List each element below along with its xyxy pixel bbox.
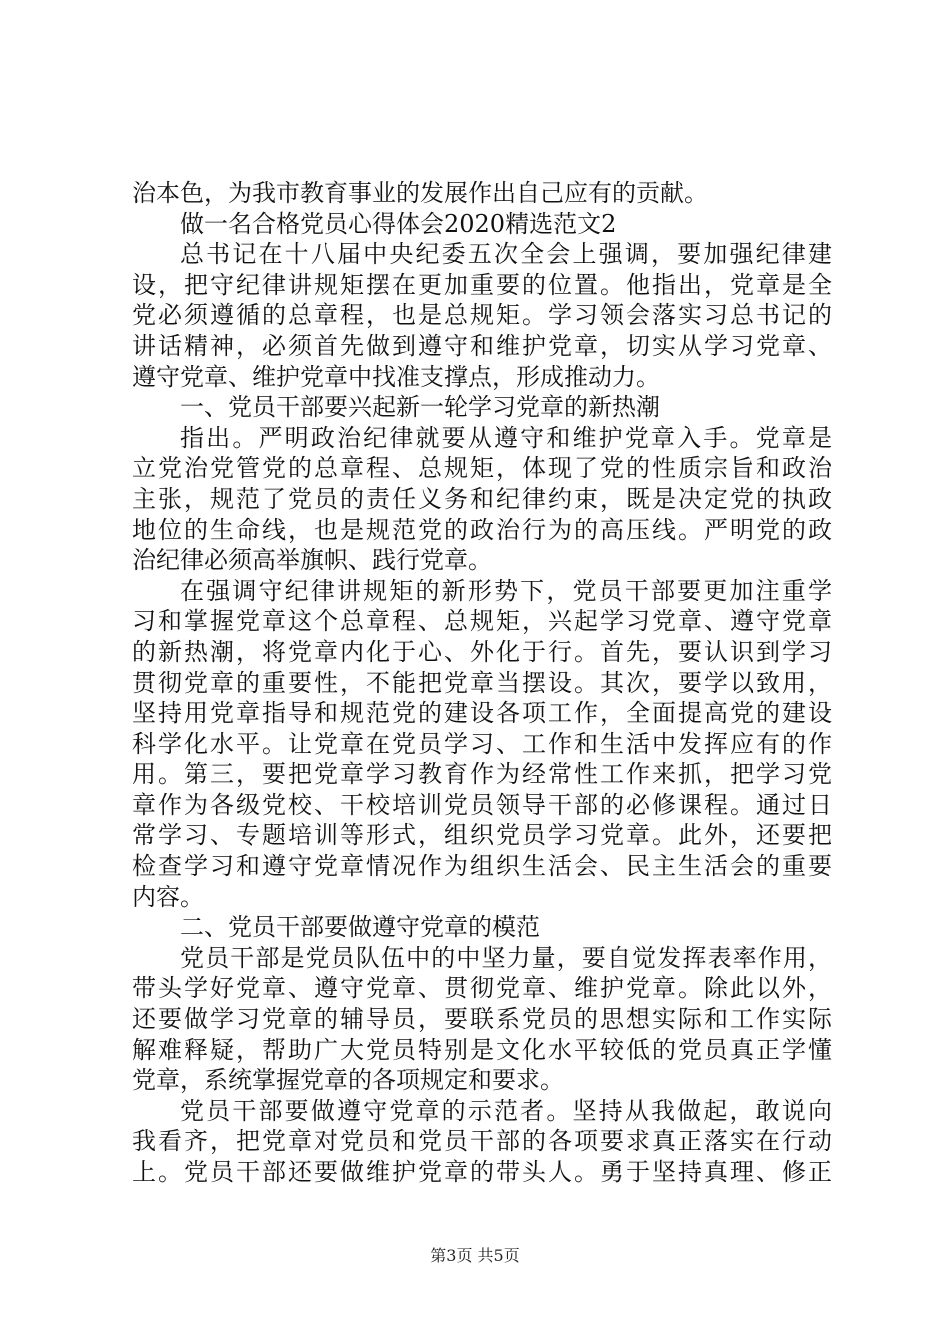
text-line: 贯彻党章的重要性，不能把党章当摆设。其次，要学以致用， [132,668,832,697]
text-line: 上。党员干部还要做维护党章的带头人。勇于坚持真理、修正 [132,1158,832,1186]
text-line: 用。第三，要把党章学习教育作为经常性工作来抓，把学习党 [132,760,832,789]
text-line: 总书记在十八届中央纪委五次全会上强调，要加强纪律建 [180,240,832,269]
text-line: 我看齐，把党章对党员和党员干部的各项要求真正落实在行动 [132,1127,832,1156]
text-line: 坚持用党章指导和规范党的建设各项工作，全面提高党的建设 [132,699,832,728]
text-line: 在强调守纪律讲规矩的新形势下，党员干部要更加注重学 [180,576,832,605]
text-line: 章作为各级党校、干校培训党员领导干部的必修课程。通过日 [132,790,832,819]
text-line: 立党治党管党的总章程、总规矩，体现了党的性质宗旨和政治 [132,454,832,483]
text-line: 做一名合格党员心得体会2020精选范文2 [180,209,617,238]
text-line: 常学习、专题培训等形式，组织党员学习党章。此外，还要把 [132,821,832,850]
text-line: 设，把守纪律讲规矩摆在更加重要的位置。他指出，党章是全 [132,270,832,299]
text-line: 科学化水平。让党章在党员学习、工作和生活中发挥应有的作 [132,729,832,758]
text-line: 治纪律必须高举旗帜、践行党章。 [132,546,492,575]
text-line: 党必须遵循的总章程，也是总规矩。学习领会落实习总书记的 [132,301,832,330]
text-line: 主张，规范了党员的责任义务和纪律约束，既是决定党的执政 [132,484,832,513]
page-footer: 第3页 共5页 [430,1246,520,1265]
text-line: 一、党员干部要兴起新一轮学习党章的新热潮 [180,393,660,422]
text-line: 带头学好党章、遵守党章、贯彻党章、维护党章。除此以外， [132,974,832,1003]
text-line: 地位的生命线，也是规范党的政治行为的高压线。严明党的政 [132,515,832,544]
text-line: 指出。严明政治纪律就要从遵守和维护党章入手。党章是 [180,423,832,452]
text-line: 党员干部要做遵守党章的示范者。坚持从我做起，敢说向 [180,1096,832,1125]
text-line: 解难释疑，帮助广大党员特别是文化水平较低的党员真正学懂 [132,1035,832,1064]
document-body [132,178,832,1188]
text-line: 习和掌握党章这个总章程、总规矩，兴起学习党章、遵守党章 [132,607,832,636]
text-line: 内容。 [132,882,204,911]
text-line: 的新热潮，将党章内化于心、外化于行。首先，要认识到学习 [132,637,832,666]
text-line: 检查学习和遵守党章情况作为组织生活会、民主生活会的重要 [132,852,832,881]
text-line: 还要做学习党章的辅导员，要联系党员的思想实际和工作实际 [132,1005,832,1034]
text-line: 治本色，为我市教育事业的发展作出自己应有的贡献。 [132,179,708,207]
text-line: 二、党员干部要做遵守党章的模范 [180,913,540,942]
text-line: 党章，系统掌握党章的各项规定和要求。 [132,1066,564,1095]
text-line: 遵守党章、维护党章中找准支撑点，形成推动力。 [132,362,660,391]
text-line: 党员干部是党员队伍中的中坚力量，要自觉发挥表率作用， [180,943,832,972]
text-line: 讲话精神，必须首先做到遵守和维护党章，切实从学习党章、 [132,331,832,360]
